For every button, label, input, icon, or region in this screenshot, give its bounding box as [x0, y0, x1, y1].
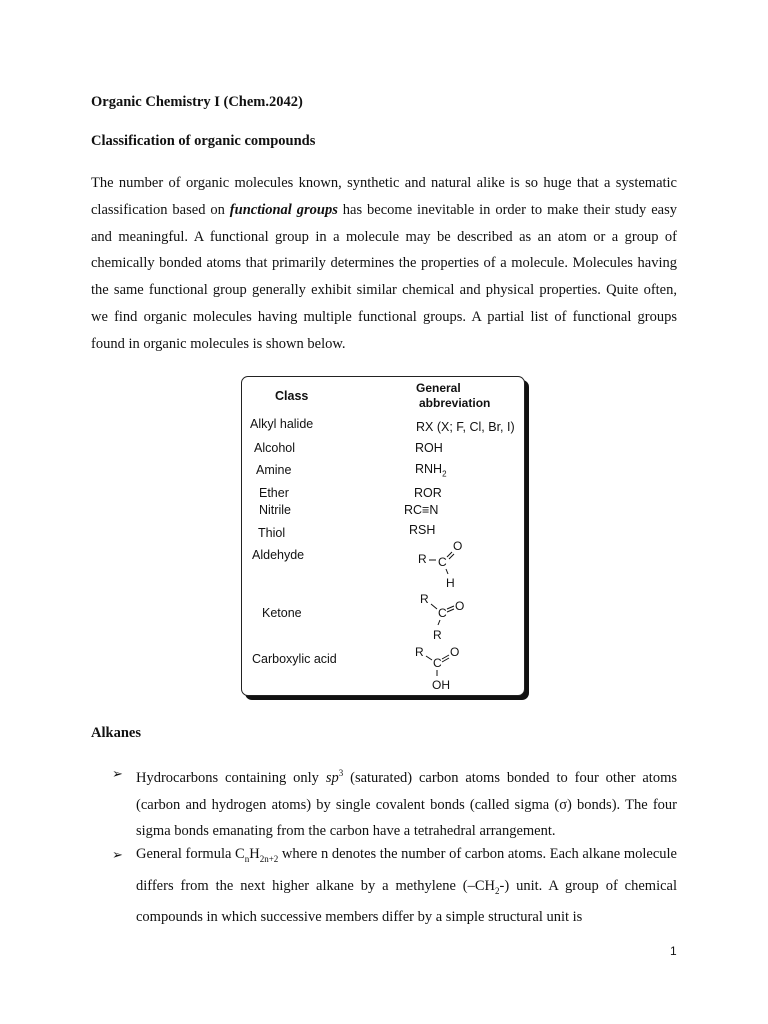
b1-text-b: (saturated) carbon atoms bonded to four other atoms (carbon and hydrogen atoms) by single covalent bonds (called sigma (σ) bonds). The four sigma bonds emanating from the carbon have a tetrahedral arrangement. [136, 769, 677, 840]
bullet-arrow-icon: ➢ [112, 766, 123, 781]
class-alcohol: Alcohol [254, 441, 295, 455]
class-aldehyde: Aldehyde [252, 548, 305, 562]
class-ketone: Ketone [262, 606, 302, 620]
structure-diagrams [242, 377, 524, 695]
abbr-nitrile: RC≡N [404, 503, 439, 517]
acid-o: O [450, 645, 460, 659]
page-number: 1 [670, 944, 677, 958]
acid-c: C [433, 656, 442, 670]
abbr-alcohol: ROH [415, 441, 443, 455]
aldehyde-o: O [453, 539, 463, 553]
b2-h: H [249, 846, 260, 862]
header-abbr-line1: General [416, 381, 461, 395]
aldehyde-h: H [446, 576, 455, 590]
aldehyde-r: R [418, 552, 427, 566]
alkanes-bullet-2 [136, 841, 677, 931]
class-alkyl-halide: Alkyl halide [250, 417, 314, 431]
class-ether: Ether [259, 486, 289, 500]
ketone-structure [420, 592, 464, 642]
intro-paragraph [91, 170, 677, 358]
b1-sp: sp [325, 769, 339, 786]
class-carboxylic-acid: Carboxylic acid [252, 652, 337, 666]
intro-emphasis: functional groups [229, 201, 338, 218]
abbr-alkyl-halide: RX (X; F, Cl, Br, I) [416, 420, 515, 434]
abbr-ether: ROR [414, 486, 442, 500]
b2-text-c: -) unit. A group of chemical compounds in which successive members differ by a simple structural unit is [136, 877, 678, 926]
b2-sub1: n [244, 853, 250, 864]
section-heading: Classification of organic compounds [91, 133, 316, 149]
b2-text-a: General formula C [136, 846, 245, 862]
aldehyde-c: C [438, 555, 447, 569]
b2-text-b: where n denotes the number of carbon atoms. Each alkane molecule differs from the next higher alkane by a methylene (–CH [136, 846, 677, 894]
header-abbr-line2: abbreviation [419, 396, 491, 410]
alkanes-bullet-1 [136, 760, 677, 845]
abbr-amine-main: RNH [415, 462, 443, 476]
abbr-thiol: RSH [409, 523, 436, 537]
aldehyde-structure [418, 539, 462, 590]
acid-oh: OH [432, 678, 450, 692]
functional-groups-table [241, 376, 525, 696]
bullet-arrow-icon: ➢ [112, 847, 123, 862]
ketone-c: C [438, 606, 447, 620]
b1-text-a: Hydrocarbons containing only [136, 769, 326, 786]
b2-sub2: 2n+2 [259, 853, 279, 864]
document-title: Organic Chemistry I (Chem.2042) [91, 94, 303, 110]
ketone-r2: R [433, 628, 442, 642]
ketone-o: O [455, 599, 465, 613]
class-amine: Amine [256, 463, 292, 477]
abbr-amine-sub: 2 [442, 469, 447, 479]
b2-sub3: 2 [495, 885, 500, 896]
carboxylic-acid-structure [415, 645, 459, 692]
alkanes-heading: Alkanes [91, 725, 141, 741]
b1-sup: 3 [338, 768, 344, 778]
ketone-r1: R [420, 592, 429, 606]
intro-text-1: The number of organic molecules known, synthetic and natural alike is so huge that a systematic classification based on [91, 175, 677, 218]
class-thiol: Thiol [258, 526, 286, 540]
class-nitrile: Nitrile [259, 503, 291, 517]
header-class: Class [275, 389, 309, 403]
intro-text-2: has become inevitable in order to make their study easy and meaningful. A functional group in a molecule may be described as an atom or a group of chemically bonded atoms that primarily determines the properties of a molecule. Molecules having the same functional group generally exhibit similar chemical and physical properties. Quite often, we find organic molecules having multiple functional groups. A partial list of functional groups found in organic molecules is shown below. [91, 201, 677, 352]
acid-r: R [415, 645, 424, 659]
